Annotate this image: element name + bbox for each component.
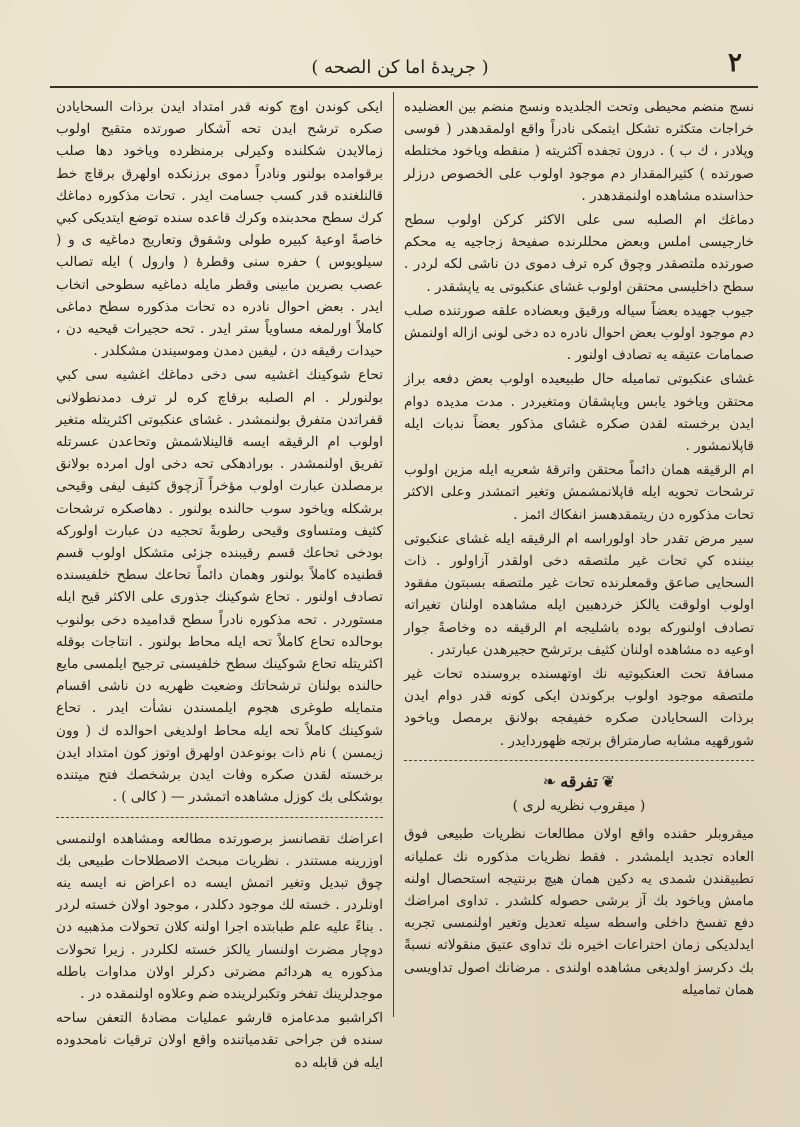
right-paragraph-3: جيوب جهيده بعضاً سياله ورقيق وبعضاده علقه صورتنده صلب دم موجود اولوب بعض احوال نادره ده دخى لونى ازاله اولنمش صمامات عتيقه يه تصادف اولنور . [404, 302, 754, 364]
journal-title: ( جريدهٔ اما كن الصحه ) [311, 56, 489, 78]
right-column [404, 96, 754, 1003]
left-bottom-paragraph-1: اعراضك تقصانسز برصورتده مطالعه ومشاهده اولنمسى اوزرينه مستندر . نظريات مبحث الاصطلاحات طبيعى بك چوق تبديل وتغير اتمش ايسه ده اعراض نه ايسه ينه اونلردر . خسته لك موجود دكلدر ، موجود اولان خسته لردر . بناءً عليه علم طبابتده اجرا اولنه كلان تحولات مذهبيه دن دوچار مضرت اولنسار يالكز خسته لكلردر . زيرا تحولات مذكوره يه هردائم مضرتى دكرلر اولان مداوات باطله موجدلرينك تفخر وتكبرلرينده ضم وعلاوه اولنمقده در . [56, 830, 383, 1002]
section-divider [404, 760, 754, 761]
left-bottom-paragraph-2: اكراشبو مدعامزه قارشو عمليات مضادهٔ التعفن ساحه سنده فن جراحى تقدمياتنده واقع اولان ترقيات نامحدوده ايله فن قابله ده [56, 1010, 383, 1071]
right-paragraph-7: مسافهٔ تحت العنكبوتيه نك اوتهسنده بروسنده تحات غير ملتصقه موجود اولوب بركوندن ايكى كونه قدر دوام ايدن برذات السحايادن صكره خفيفجه بولانق برمصل وياخود شورقهيه مشابه صارمتراق برتجه ظهوردايدر . [404, 666, 754, 749]
right-paragraph-6: سير مرض تقدر حاد اولوراسه ام الرقيقه ايله غشاى عنكبوتى بيننده كي تحات غير ملتصقه دخى اولقدر آزاولور . ذات السحايى صاعق وقمعلرنده تحات غير ملتصقه بسبتون مفقود اولوب اولوقت يالكز خردهبين ايله مشاهده اولنان تغيراته تصادف اولنوركه بوده باشليجه ام الرقيقه ده وخاصةً جوار اوعيه ده مشاهده اولنان كثيف برترشح حجيرهدن عبارتدر . [404, 530, 754, 658]
ornament-icon: ❦ [601, 771, 616, 791]
page-number: ٢ [728, 48, 742, 78]
header-rule [50, 86, 758, 88]
left-column [56, 96, 383, 1076]
right-paragraph-1: نسج منضم محيطى وتحت الجلديده ونسج منضم بين العضليده خراجات متكثره تشكل ايتمكى نادراً واقع اولمقدهدر ( فوسى وپلادر ، ك ب ) . درون تجفده آكثريته ( منقطه وياخود مختلطه صورتده ) كثيرالمقدار دم موجود اولوب على الخصوص درزلر حذاسنده مشاهده اولنمقدهدر . [404, 99, 754, 204]
ornament-icon: ❧ [542, 771, 557, 791]
section-title: ❦تفرقه❧ [404, 771, 754, 793]
left-paragraph-1: ايكى كوندن اوچ كونه قدر امتداد ايدن برذات السحايادن صكره ترشح ايدن تحه آشكار صورتده متقيح اولوب زمالايدن شكلنده وكيرلى برمنظرده وياخود دها صلب برقوامده بولنور ونادراً دموى برزنكده اولهرق برقاچ خط قالنلغنده قدر كسب جسامت ايدر . تحات مذكوره دماغك كرك سطح محدبنده وكرك قاعده سنده توضع ايتديكى كبي خاصةً اوعيهٔ كبيره طولى وشقوق وتعاريج دماغيه ى و ( سيلويوس ) حفره سنى وقطرهٔ ( وارول ) ايله تصالب عصب بصرين مابينى وقطر مايله دماغيه سطوحى اتخاب ايدر . بعض احوال نادره ده تحات مذكوره سطح دماغى كاملاً اورلمغه مساوياً ستر ايدر . تحه حجيرات قيحيه دن ، حيدات رقيقه دن ، ليفين دمدن وموسيندن مشكلدر . [56, 99, 383, 360]
right-paragraph-4: غشاى عنكبوتى تماميله حال طبيعيده اولوب بعض دفعه براز محتقن وياخود يابس وياپشقان ومتغيردر . مدت مديده دوام ايدن برخسته لقدن صكره غشاى مذكور بعضاً ندبات ايله قاپلانمشور . [404, 371, 754, 455]
section-paragraph-1: ميقروبلر حقنده واقع اولان مطالعات نظريات طبيعى فوق العاده تجديد ايلمشدر . فقط نظريات مذكوره نك عمليانه تطبيقندن شمدى يه دكين همان هيچ برنتيجه استحصال اولنه مامش وياخود بك آز برشى حصوله كلشدر . تداوى امراضك دفع تفسخ داخلى واسطه سيله تعديل وتغير اولنمسى تجربه ايدلديكى زمان احتراعات اخيره نك تداوى عتيق منقولاته نسبةً بك دكرسز اولديغى مشاهده اولندى . مرضانك اصول تداويسى همان تماميله [404, 826, 754, 998]
left-divider [56, 817, 383, 818]
column-divider [393, 92, 394, 1017]
right-paragraph-2: دماغك ام الصلبه سى على الاكثر كرکن اولوب سطح خارجيسى املس وبعض محللرنده صفيحهٔ زجاجيه يه محكم صورتده ملتصقدر وچوق كره ترف دموى دن ناشى لكه لردر . سطح داخليسى محتقن اولوب غشاى عنكبوتى يه ياپشقدر . [404, 212, 754, 295]
page-header [48, 44, 752, 90]
left-paragraph-2: تحاع شوكينك اغشيه سى دخى دماغك اغشيه سى كبي بولنورلر . ام الصلبه برقاچ كره لر ترف دمدنطولانى قفراتدن متفرق بولنمشدر . غشاى عنكبوتى اكثريتله متغير اولوب ام الرقيقه ايسه قالينلاشمش وتحاعدن عسرتله تفريق اولنمشدر . بورادهكى تحه دخى اول امرده بولانق برمصلدن عبارت اولوب مؤخراً آزچوق كثيف ليفى وقيحى برشكله وياخود سوب حالنده بولنور . دهاصكره ترشحات كثيف ومتساوى وقيحى رطوبةً تحجيه دن عبارت اولوركه بودخى تحاعك قسم رقيبنده جزئى متشكل اولوب قسم قطنيده كاملاً بولنور وهمان دائماً تحاعك سطح خلفيسنده تصادف اولنور . تحاع شوكينك جذورى على الاكثر قيح ايله مستوردر . تحه مذكوره نادراً سطح قداميده دخى بولنوب بوحالده تحاع كاملاً تحه ايله محاط بولنور . انتاجات بوقله اكثريتله تحاع شوكينك سطح خلفيسنى ترجيح ايلمسى مايع حالنده بولنان ترشحاتك وضعيت ظهريه دن ناشى اقسام متمايله طوغرى هجوم ايلمسندن نشأت ايدر . تحاع شوكينك كاملاً تحه ايله محاط اولديغى احوالده ك ( وون زيمسن ) نام ذات بونوعدن اولهرق اوتوز كون امتداد ايدن برخسته لقدن صكره وفات ايدن برشخصك فتح ميتنده بوشكلى بك كوزل مشاهده اتمشدر — ( كالى ) . [56, 367, 383, 806]
right-paragraph-5: ام الرقيقه همان دائماً محتقن واترقهٔ شعريه ايله مزين اولوب ترشحات تحويه ايله قاپلانمشمش وتغير اتمشدر وعلى الاكثر تحات مذكوره دن ريتمقدهسز انفكاك ائمز . [404, 462, 754, 523]
section-subtitle: ( ميقروب نظريه لرى ) [512, 798, 646, 815]
